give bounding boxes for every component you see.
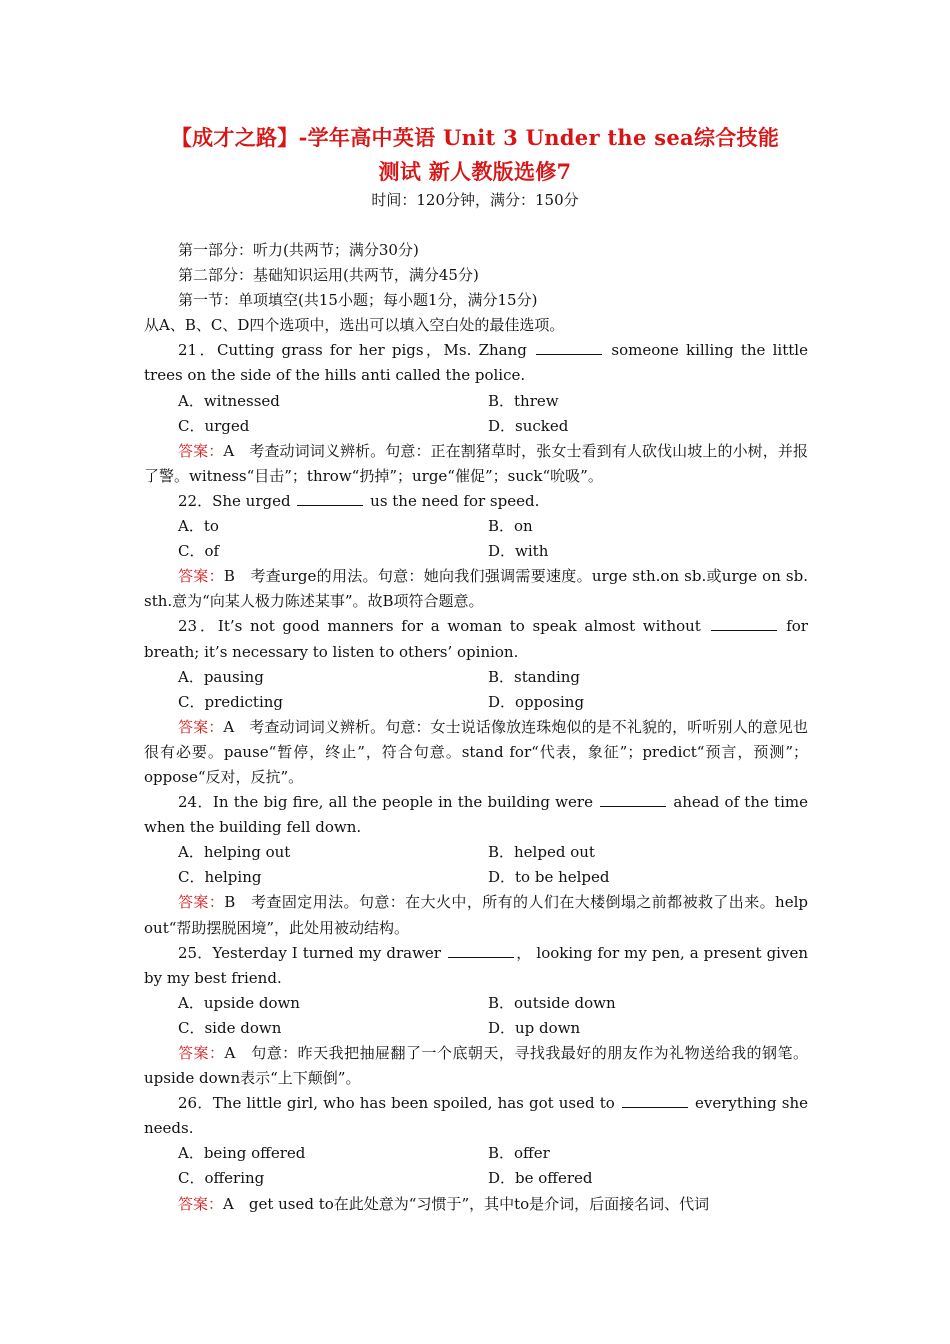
answer-explanation: 答案：A 考查动词词义辨析。句意：正在割猪草时，张女士看到有人砍伐山坡上的小树，并报了警。witness“目击”；throw“扔掉”；urge“催促”；suck“吮吸”。	[144, 441, 808, 485]
option-d: D．opposing	[488, 692, 585, 711]
exam-meta: 时间：120分钟，满分：150分	[371, 191, 579, 209]
question-stem: 25．Yesterday I turned my drawer ， looking for my pen, a present given by my best friend.	[144, 943, 808, 987]
answer-explanation: 答案：B 考查固定用法。句意：在大火中，所有的人们在大楼倒塌之前都被救了出来。help out“帮助摆脱困境”，此处用被动结构。	[144, 893, 808, 937]
option-a: A．pausing	[178, 667, 264, 686]
option-c: C．predicting	[178, 692, 284, 711]
option-c: C．of	[178, 542, 220, 561]
answer-blank	[297, 491, 363, 506]
answer-label: 答案：	[178, 893, 225, 912]
option-b: B．on	[488, 517, 533, 536]
option-d: D．be offered	[488, 1169, 593, 1188]
option-a: A．upside down	[178, 993, 300, 1012]
option-d: D．up down	[488, 1018, 581, 1037]
answer-label: 答案：	[178, 717, 224, 736]
answer-blank	[536, 340, 602, 355]
answer-explanation: 答案：A 句意：昨天我把抽屉翻了一个底朝天，寻找我最好的朋友作为礼物送给我的钢笔。upside down表示“上下颠倒”。	[144, 1044, 808, 1088]
answer-label: 答案：	[178, 1194, 224, 1213]
option-c: C．helping	[178, 868, 262, 887]
section-heading: 第一节：单项填空(共15小题；每小题1分，满分15分)	[178, 291, 538, 310]
option-b: B．helped out	[488, 843, 595, 862]
answer-explanation: 答案：A get used to在此处意为“习惯于”，其中to是介词，后面接名词、代词	[178, 1194, 710, 1213]
document-body	[144, 238, 808, 1217]
question-25	[144, 941, 808, 1092]
question-stem: 21．Cutting grass for her pigs，Ms. Zhang someone killing the little trees on the side of the hills anti called the police.	[144, 341, 808, 385]
question-21	[144, 338, 808, 489]
option-d: D．with	[488, 542, 549, 561]
answer-explanation: 答案：B 考查urge的用法。句意：她向我们强调需要速度。urge sth.on sb.或urge on sb. sth.意为“向某人极力陈述某事”。故B项符合题意。	[144, 567, 808, 611]
question-23	[144, 614, 808, 790]
option-b: B．threw	[488, 391, 559, 410]
option-b: B．offer	[488, 1144, 550, 1163]
section-heading: 第二部分：基础知识运用(共两节，满分45分)	[178, 266, 479, 285]
option-d: D．sucked	[488, 416, 569, 435]
question-24	[144, 790, 808, 941]
option-a: A．witnessed	[178, 391, 280, 410]
question-stem: 23．It’s not good manners for a woman to speak almost without for breath; it’s necessary to listen to others’ opinion.	[144, 617, 808, 661]
answer-blank	[600, 792, 666, 807]
document-title-line2: 测试 新人教版选修7	[378, 159, 572, 184]
document-title-line1: 【成才之路】-学年高中英语 Unit 3 Under the sea综合技能	[170, 125, 780, 150]
answer-blank	[711, 616, 777, 631]
option-a: A．helping out	[178, 843, 291, 862]
option-c: C．side down	[178, 1018, 282, 1037]
answer-blank	[448, 943, 514, 958]
question-stem: 26．The little girl, who has been spoiled, has got used to everything she needs.	[144, 1094, 808, 1138]
option-d: D．to be helped	[488, 868, 610, 887]
section-heading: 第一部分：听力(共两节；满分30分)	[178, 241, 419, 259]
answer-explanation: 答案：A 考查动词词义辨析。句意：女士说话像放连珠炮似的是不礼貌的，听听别人的意见也很有必要。pause“暂停，终止”，符合句意。stand for“代表，象征”；predict“预言，预测”；oppose“反对，反抗”。	[144, 717, 808, 786]
option-a: A．to	[178, 517, 219, 536]
answer-label: 答案：	[178, 441, 224, 460]
option-c: C．offering	[178, 1169, 265, 1188]
option-a: A．being offered	[178, 1144, 306, 1163]
option-b: B．standing	[488, 667, 581, 686]
question-26	[144, 1091, 808, 1216]
option-b: B．outside down	[488, 993, 616, 1012]
answer-label: 答案：	[178, 567, 224, 586]
answer-blank	[622, 1093, 688, 1108]
question-stem: 24．In the big fire, all the people in the building were ahead of the time when the building fell down.	[144, 793, 808, 837]
instructions: 从A、B、C、D四个选项中，选出可以填入空白处的最佳选项。	[144, 316, 565, 335]
question-stem: 22．She urged us the need for speed.	[178, 491, 540, 510]
question-22	[144, 489, 808, 614]
answer-label: 答案：	[178, 1044, 225, 1062]
option-c: C．urged	[178, 416, 250, 435]
